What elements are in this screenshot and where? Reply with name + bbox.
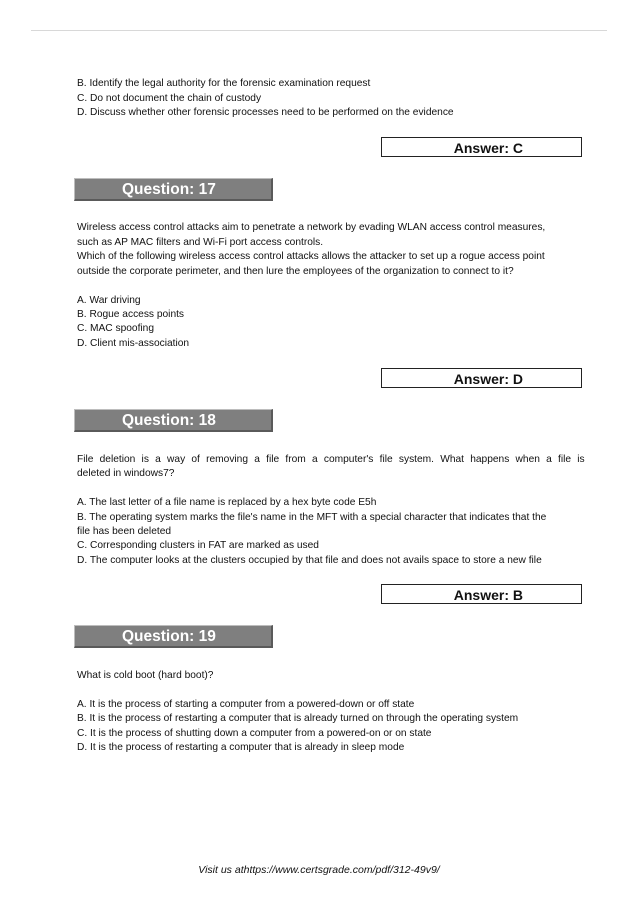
- q17-answer: Answer: D: [381, 368, 582, 388]
- q17-option-c: C. MAC spoofing: [77, 323, 155, 334]
- q17-stem-line-2: such as AP MAC filters and Wi-Fi port access controls.: [77, 237, 324, 248]
- q16-option-b: B. Identify the legal authority for the forensic examination request: [77, 78, 371, 89]
- q17-stem-line-4: outside the corporate perimeter, and then lure the employees of the organization to connect to it?: [77, 266, 514, 277]
- footer-link[interactable]: Visit us athttps://www.certsgrade.com/pdf/312-49v9/: [198, 864, 440, 876]
- q18-option-b: B. The operating system marks the file's name in the MFT with a special character that indicates that the: [77, 512, 547, 523]
- q17-option-d: D. Client mis-association: [77, 338, 190, 349]
- q17-label: Question: 17: [74, 178, 273, 201]
- q18-option-b-cont: file has been deleted: [77, 526, 172, 537]
- q16-option-d: D. Discuss whether other forensic processes need to be performed on the evidence: [77, 107, 454, 118]
- q19-stem: What is cold boot (hard boot)?: [77, 670, 214, 681]
- q19-option-b: B. It is the process of restarting a computer that is already turned on through the operating system: [77, 713, 519, 724]
- q19-label: Question: 19: [74, 625, 273, 648]
- q18-option-c: C. Corresponding clusters in FAT are marked as used: [77, 540, 319, 551]
- q19-option-c: C. It is the process of shutting down a computer from a powered-on or on state: [77, 728, 432, 739]
- q18-option-a: A. The last letter of a file name is replaced by a hex byte code E5h: [77, 497, 377, 508]
- q17-option-b: B. Rogue access points: [77, 309, 185, 320]
- q17-stem-line-1: Wireless access control attacks aim to penetrate a network by evading WLAN access control measures,: [77, 222, 546, 233]
- q18-answer: Answer: B: [381, 584, 582, 604]
- q19-option-d: D. It is the process of restarting a computer that is already in sleep mode: [77, 742, 405, 753]
- q18-stem-line-2: deleted in windows7?: [77, 468, 175, 479]
- q18-label: Question: 18: [74, 409, 273, 432]
- page-top-rule: [31, 30, 607, 31]
- q16-answer: Answer: C: [381, 137, 582, 157]
- q16-option-c: C. Do not document the chain of custody: [77, 93, 262, 104]
- q17-option-a: A. War driving: [77, 295, 141, 306]
- q18-option-d: D. The computer looks at the clusters occupied by that file and does not avails space to store a new file: [77, 555, 542, 566]
- q19-option-a: A. It is the process of starting a computer from a powered-down or off state: [77, 699, 415, 710]
- q17-stem-line-3: Which of the following wireless access control attacks allows the attacker to set up a rogue access point: [77, 251, 545, 262]
- q18-stem-line-1: File deletion is a way of removing a file from a computer's file system. What happens when a file is: [77, 454, 585, 465]
